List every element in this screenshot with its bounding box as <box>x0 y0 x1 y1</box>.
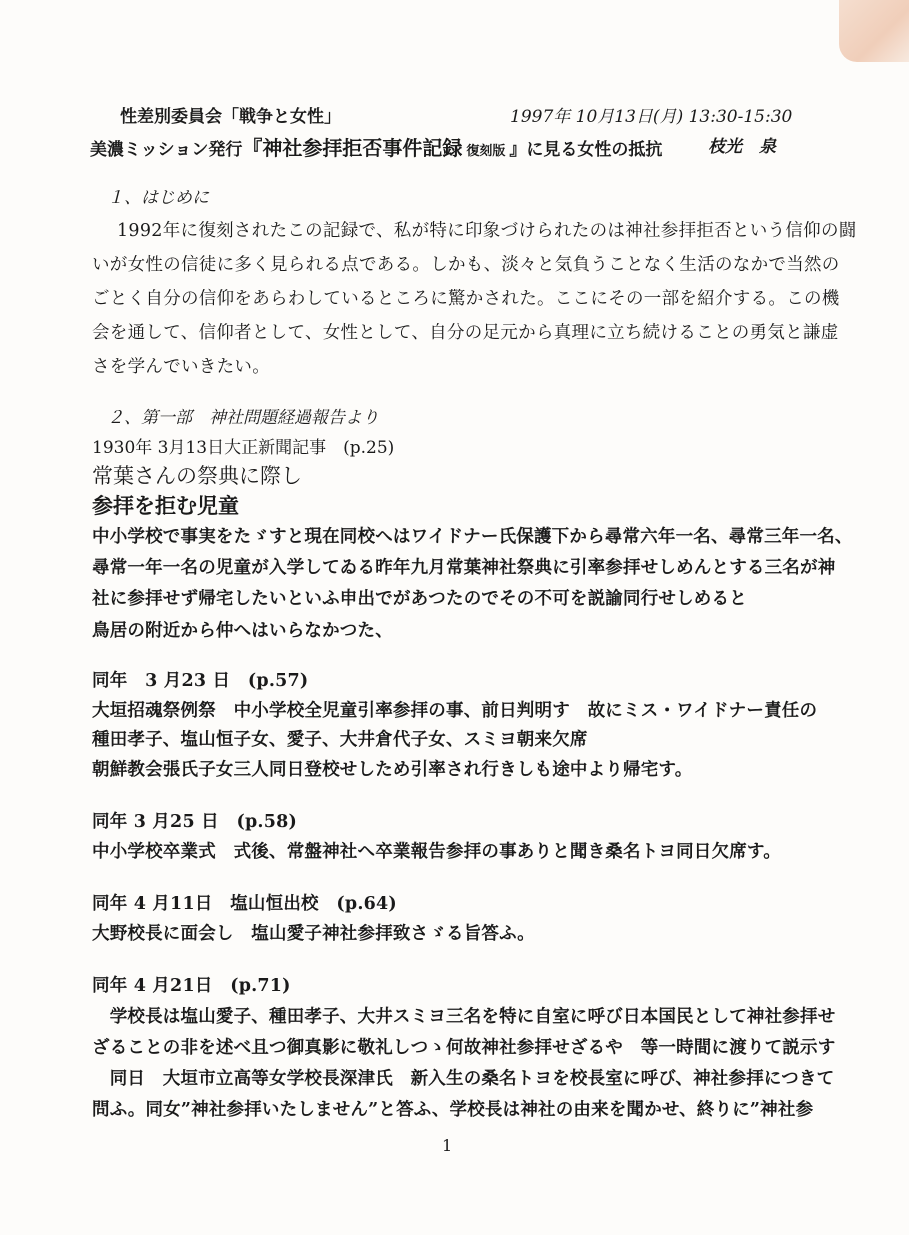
entry-date: 同年 3 月25 日 (p.58) <box>92 812 297 832</box>
book-title: 『神社参拝拒否事件記録 <box>242 136 463 160</box>
entry-line: 種田孝子、塩山恒子女、愛子、大井倉代子女、スミヨ朝来欠席 <box>92 730 588 750</box>
article-line: 鳥居の附近から仲へはいらなかつた、 <box>92 621 393 641</box>
entry-date: 同年 4 月11日 塩山恒出校 (p.64) <box>92 894 397 914</box>
article-line: 中小学校で事実をたゞすと現在同校へはワイドナー氏保護下から尋常六年一名、尋常三年一名、 <box>92 527 853 547</box>
page-number: 1 <box>442 1136 453 1155</box>
subtitle-post: 』に見る女性の抵抗 <box>509 140 663 160</box>
entry-line: 大垣招魂祭例祭 中小学校全児童引率参拝の事、前日判明す 故にミス・ワイドナー責任の <box>92 701 818 721</box>
news-headline-1: 常葉さんの祭典に際し <box>92 464 302 488</box>
intro-line: ごとく自分の信仰をあらわしているところに驚かされた。ここにその一部を紹介する。この機 <box>92 289 840 309</box>
news-source: 1930年 3月13日大正新聞記事 (p.25) <box>92 438 395 458</box>
paper-stain <box>839 0 909 62</box>
article-line: 尋常一年一名の児童が入学してゐる昨年九月常葉神社祭典に引率参拝せしめんとする三名が神 <box>92 558 836 578</box>
meeting-date: 1997年 10月13日(月) 13:30-15:30 <box>510 107 793 127</box>
committee-title: 性差別委員会「戦争と女性」 <box>120 107 341 127</box>
entry-date: 同年 3 月23 日 (p.57) <box>92 671 309 691</box>
subtitle-pre: 美濃ミッション発行 <box>90 140 243 160</box>
entry-line: 同日 大垣市立高等女学校長深津氏 新入生の桑名トヨを校長室に呼び、神社参拝につきて <box>92 1069 835 1089</box>
entry-line: 大野校長に面会し 塩山愛子神社参拝致さゞる旨答ふ。 <box>92 924 535 944</box>
entry-line: 朝鮮教会張氏子女三人同日登校せしため引率され行きしも途中より帰宅す。 <box>92 760 693 780</box>
section2-heading: ２、第一部 神社問題経過報告より <box>107 408 379 428</box>
intro-line: 会を通して、信仰者として、女性として、自分の足元から真理に立ち続けることの勇気と謙虚 <box>92 323 839 343</box>
article-line: 社に参拝せず帰宅したいといふ申出でがあつたのでその不可を説諭同行せしめると <box>92 589 747 609</box>
news-headline-2: 参拝を拒む児童 <box>92 493 239 518</box>
section1-heading: １、はじめに <box>107 188 209 208</box>
document-subtitle <box>90 132 662 161</box>
intro-line: 1992年に復刻されたこの記録で、私が特に印象づけられたのは神社参拝拒否という信仰の闘 <box>117 221 857 241</box>
entry-date: 同年 4 月21日 (p.71) <box>92 976 291 996</box>
intro-line: さを学んでいきたい。 <box>92 357 270 377</box>
entry-line: 中小学校卒業式 式後、常盤神社へ卒業報告参拝の事ありと聞き桑名トヨ同日欠席す。 <box>92 842 781 862</box>
entry-line: ざることの非を述べ且つ御真影に敬礼しつゝ何故神社参拝せざるや 等一時間に渡りて説示す <box>92 1038 836 1058</box>
edition-label: 復刻版 <box>466 144 506 159</box>
intro-line: いが女性の信徒に多く見られる点である。しかも、淡々と気負うことなく生活のなかで当然の <box>92 255 840 275</box>
author-name: 枝光 泉 <box>708 137 776 157</box>
entry-line: 問ふ。同女”神社参拝いたしません”と答ふ、学校長は神社の由来を聞かせ、終りに”神社参 <box>92 1100 814 1120</box>
entry-line: 学校長は塩山愛子、種田孝子、大井スミヨ三名を特に自室に呼び日本国民として神社参拝せ <box>92 1007 836 1027</box>
